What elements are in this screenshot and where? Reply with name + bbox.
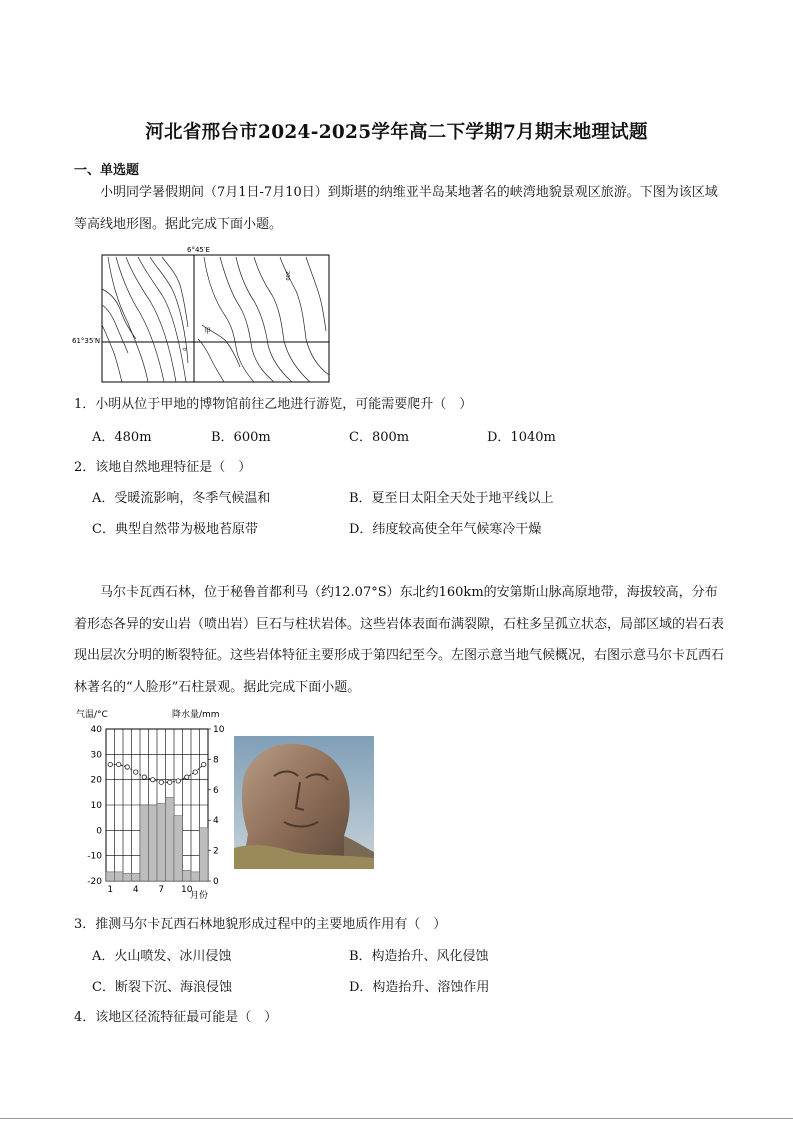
precip-bar [132, 873, 141, 881]
temperature-point [202, 762, 206, 766]
precip-bar [183, 870, 192, 881]
right-tick-label: 10 [213, 725, 225, 735]
right-tick-label: 6 [213, 785, 219, 796]
temperature-point [142, 775, 146, 779]
question-4-stem: 4．该地区径流特征最可能是（ ） [74, 1010, 278, 1025]
temperature-point [134, 770, 138, 774]
left-tick-label: 30 [90, 750, 102, 761]
left-tick-label: 40 [90, 725, 102, 735]
rock-face-photo [234, 736, 374, 869]
longitude-label: 6°45′E [187, 246, 210, 254]
q2-option-c[interactable]: C．典型自然带为极地苔原带 [92, 522, 258, 537]
q2-option-a[interactable]: A．受暖流影响，冬季气候温和 [92, 491, 271, 506]
temperature-point [108, 762, 112, 766]
x-tick-label: 4 [132, 885, 139, 895]
left-tick-label: 0 [96, 826, 102, 837]
precip-bar [174, 816, 183, 881]
passage-2: 马尔卡瓦西石林，位于秘鲁首都利马（约12.07°S）东北约160km的安第斯山脉高原地带，海拔较高，分布着形态各异的安山岩（喷出岩）巨石与柱状岩体。这些岩体表面布满裂隙，石柱多呈孤立状态，局部区域的岩石表现出层次分明的断裂特征。这些岩体特征主要形成于第四纪至今。左图示意当地气候概况，右图示意马尔卡瓦西石林著名的“人脸形”石柱景观。据此完成下面小题。 [74, 585, 725, 695]
right-tick-label: 4 [213, 816, 219, 827]
page-bottom-divider [0, 1118, 793, 1119]
temperature-point [117, 762, 121, 766]
q3-option-a[interactable]: A．火山喷发、冰川侵蚀 [92, 949, 232, 964]
q3-option-c[interactable]: C．断裂下沉、海浪侵蚀 [92, 980, 232, 995]
right-tick-label: 8 [213, 755, 219, 766]
q1-option-b[interactable]: B．600m [211, 430, 271, 445]
section-heading: 一、单选题 [74, 163, 140, 178]
temperature-point [176, 779, 180, 783]
q1-option-d[interactable]: D．1040m [487, 430, 556, 445]
q1-option-c[interactable]: C．800m [349, 430, 410, 445]
temperature-point [151, 777, 155, 781]
passage-1: 小明同学暑假期间（7月1日-7月10日）到斯堪的纳维亚半岛某地著名的峡湾地貌景观区旅游。下图为该区域等高线地形图。据此完成下面小题。 [74, 185, 718, 232]
x-axis-label: 月份 [190, 891, 209, 900]
temperature-point [185, 775, 189, 779]
x-tick-label: 10 [181, 885, 193, 895]
latitude-label: 61°35′N [72, 337, 101, 345]
left-axis-label: 气温/°C [76, 710, 108, 720]
left-tick-label: 20 [90, 775, 102, 786]
q3-option-b[interactable]: B．构造抬升、风化侵蚀 [349, 949, 489, 964]
point-jia-label: 甲 [204, 327, 211, 335]
precip-bar [191, 872, 200, 881]
question-1-stem: 1．小明从位于甲地的博物馆前往乙地进行游览，可能需要爬升（ ） [74, 397, 473, 412]
precip-bar [166, 797, 175, 881]
right-tick-label: 0 [213, 877, 219, 887]
contour-map [70, 243, 335, 386]
temperature-point [125, 765, 129, 769]
precip-bar [106, 872, 115, 881]
precip-bar [123, 873, 132, 881]
q2-option-b[interactable]: B．夏至日太阳全天处于地平线以上 [349, 491, 554, 506]
contour-label-200: 200 [284, 271, 290, 281]
right-tick-label: 2 [213, 846, 219, 857]
temperature-point [193, 770, 197, 774]
precip-bar [200, 828, 209, 881]
right-axis-label: 降水量/mm [172, 710, 220, 720]
q3-option-d[interactable]: D．构造抬升、溶蚀作用 [349, 980, 490, 995]
question-3-stem: 3．推测马尔卡瓦西石林地貌形成过程中的主要地质作用有（ ） [74, 917, 447, 932]
left-tick-label: -20 [87, 877, 102, 887]
precip-bar [115, 872, 124, 881]
contour-label-0: 0 [182, 347, 189, 352]
q1-option-a[interactable]: A．480m [92, 430, 152, 445]
precip-bar [157, 803, 166, 881]
page-title: 河北省邢台市2024-2025学年高二下学期7月期末地理试题 [145, 122, 648, 143]
temperature-point [168, 780, 172, 784]
temperature-point [159, 780, 163, 784]
question-2-stem: 2．该地自然地理特征是（ ） [74, 460, 252, 475]
q2-option-d[interactable]: D．纬度较高使全年气候寒冷干燥 [349, 522, 542, 537]
x-tick-label: 1 [107, 885, 114, 895]
precip-bar [140, 805, 149, 881]
x-tick-label: 7 [158, 885, 165, 895]
left-tick-label: -10 [87, 851, 102, 862]
precip-bar [149, 805, 158, 881]
climate-chart [72, 705, 247, 900]
left-tick-label: 10 [90, 801, 102, 811]
